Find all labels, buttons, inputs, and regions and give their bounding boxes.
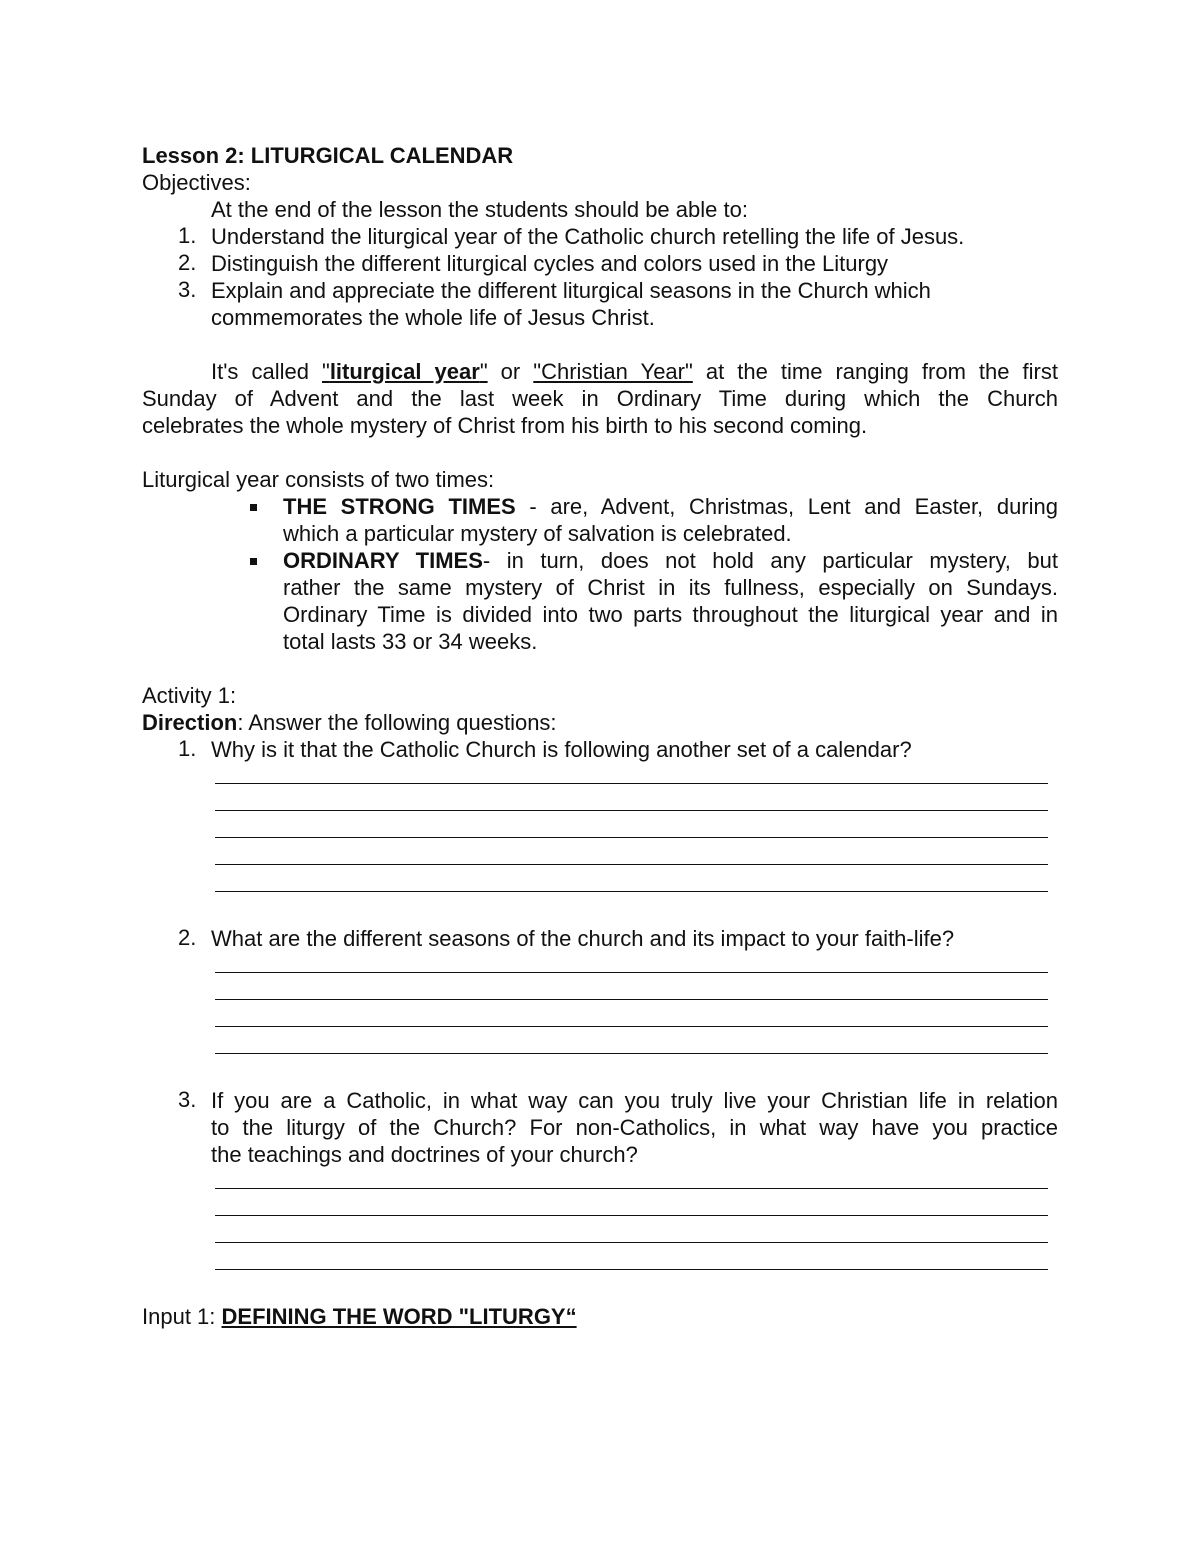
objectives-label: Objectives: bbox=[142, 170, 251, 195]
objective-number: 2. bbox=[178, 250, 197, 275]
answer-line[interactable] bbox=[215, 1195, 1058, 1222]
question-text: If you are a Catholic, in what way can you truly live your Christian life in relation bbox=[211, 1088, 1058, 1113]
answer-line[interactable] bbox=[215, 871, 1058, 898]
answer-line[interactable] bbox=[215, 844, 1058, 871]
question-item bbox=[142, 925, 1058, 952]
question-text: What are the different seasons of the church and its impact to your faith-life? bbox=[211, 926, 955, 951]
strong-times-item bbox=[142, 493, 1058, 547]
ordinary-times-label: ORDINARY TIMES bbox=[283, 548, 483, 573]
question-text: the teachings and doctrines of your church? bbox=[211, 1142, 638, 1167]
direction-line: Direction: Answer the following questions: bbox=[142, 710, 557, 735]
answer-line[interactable] bbox=[215, 817, 1058, 844]
intro-text: or bbox=[487, 359, 534, 384]
objective-item bbox=[142, 277, 1058, 331]
input-label: Input 1: bbox=[142, 1304, 222, 1329]
objective-text: Explain and appreciate the different liturgical seasons in the Church which bbox=[211, 278, 931, 303]
activity-label: Activity 1: bbox=[142, 683, 237, 708]
answer-line[interactable] bbox=[215, 1222, 1058, 1249]
ordinary-times-line: total lasts 33 or 34 weeks. bbox=[283, 629, 538, 654]
question-number: 1. bbox=[178, 736, 197, 761]
answer-line[interactable] bbox=[215, 1033, 1058, 1060]
question-item bbox=[142, 1087, 1058, 1168]
answer-line[interactable] bbox=[215, 790, 1058, 817]
term-christian-year: "Christian Year" bbox=[533, 359, 693, 384]
objective-item bbox=[142, 223, 1058, 250]
bullet-square-icon bbox=[250, 558, 257, 565]
answer-line[interactable] bbox=[215, 979, 1058, 1006]
intro-text: at the time ranging from the first bbox=[692, 359, 1058, 384]
term-liturgical-year: "liturgical year" bbox=[322, 359, 488, 384]
strong-times-label: THE STRONG TIMES bbox=[283, 494, 516, 519]
objectives-intro: At the end of the lesson the students should be able to: bbox=[211, 197, 748, 222]
times-heading: Liturgical year consists of two times: bbox=[142, 467, 495, 492]
document-page bbox=[142, 142, 1058, 1330]
question-text: to the liturgy of the Church? For non-Catholics, in what way have you practice bbox=[211, 1115, 1058, 1140]
input-heading bbox=[142, 1303, 1058, 1330]
objective-number: 1. bbox=[178, 223, 197, 248]
objective-text: Distinguish the different liturgical cycles and colors used in the Liturgy bbox=[211, 251, 889, 276]
answer-line[interactable] bbox=[215, 763, 1058, 790]
intro-text: It's called bbox=[211, 359, 322, 384]
intro-paragraph-line: Sunday of Advent and the last week in Ordinary Time during which the Church bbox=[142, 386, 1058, 411]
bullet-square-icon bbox=[250, 504, 257, 511]
objective-item bbox=[142, 250, 1058, 277]
ordinary-times-item bbox=[142, 547, 1058, 655]
question-number: 2. bbox=[178, 925, 197, 950]
answer-line[interactable] bbox=[215, 1006, 1058, 1033]
ordinary-times-line: rather the same mystery of Christ in its fullness, especially on Sundays. bbox=[283, 575, 1058, 600]
answer-line[interactable] bbox=[215, 952, 1058, 979]
question-number: 3. bbox=[178, 1087, 197, 1112]
objective-text: Understand the liturgical year of the Catholic church retelling the life of Jesus. bbox=[211, 224, 965, 249]
intro-paragraph-line: celebrates the whole mystery of Christ from his birth to his second coming. bbox=[142, 413, 868, 438]
question-item bbox=[142, 736, 1058, 763]
ordinary-times-line: ORDINARY TIMES- in turn, does not hold any particular mystery, but bbox=[283, 548, 1058, 573]
question-text: Why is it that the Catholic Church is following another set of a calendar? bbox=[211, 737, 912, 762]
strong-times-line: which a particular mystery of salvation is celebrated. bbox=[283, 521, 792, 546]
strong-times-line: THE STRONG TIMES - are, Advent, Christmas, Lent and Easter, during bbox=[283, 494, 1058, 519]
intro-paragraph-line bbox=[142, 358, 1058, 385]
objective-number: 3. bbox=[178, 277, 197, 302]
objective-text: commemorates the whole life of Jesus Christ. bbox=[211, 305, 655, 330]
lesson-title: Lesson 2: LITURGICAL CALENDAR bbox=[142, 143, 514, 168]
input-title: DEFINING THE WORD "LITURGY“ bbox=[221, 1304, 577, 1329]
answer-line[interactable] bbox=[215, 1249, 1058, 1276]
direction-label: Direction bbox=[142, 710, 238, 735]
ordinary-times-line: Ordinary Time is divided into two parts throughout the liturgical year and in bbox=[283, 602, 1058, 627]
answer-line[interactable] bbox=[215, 1168, 1058, 1195]
